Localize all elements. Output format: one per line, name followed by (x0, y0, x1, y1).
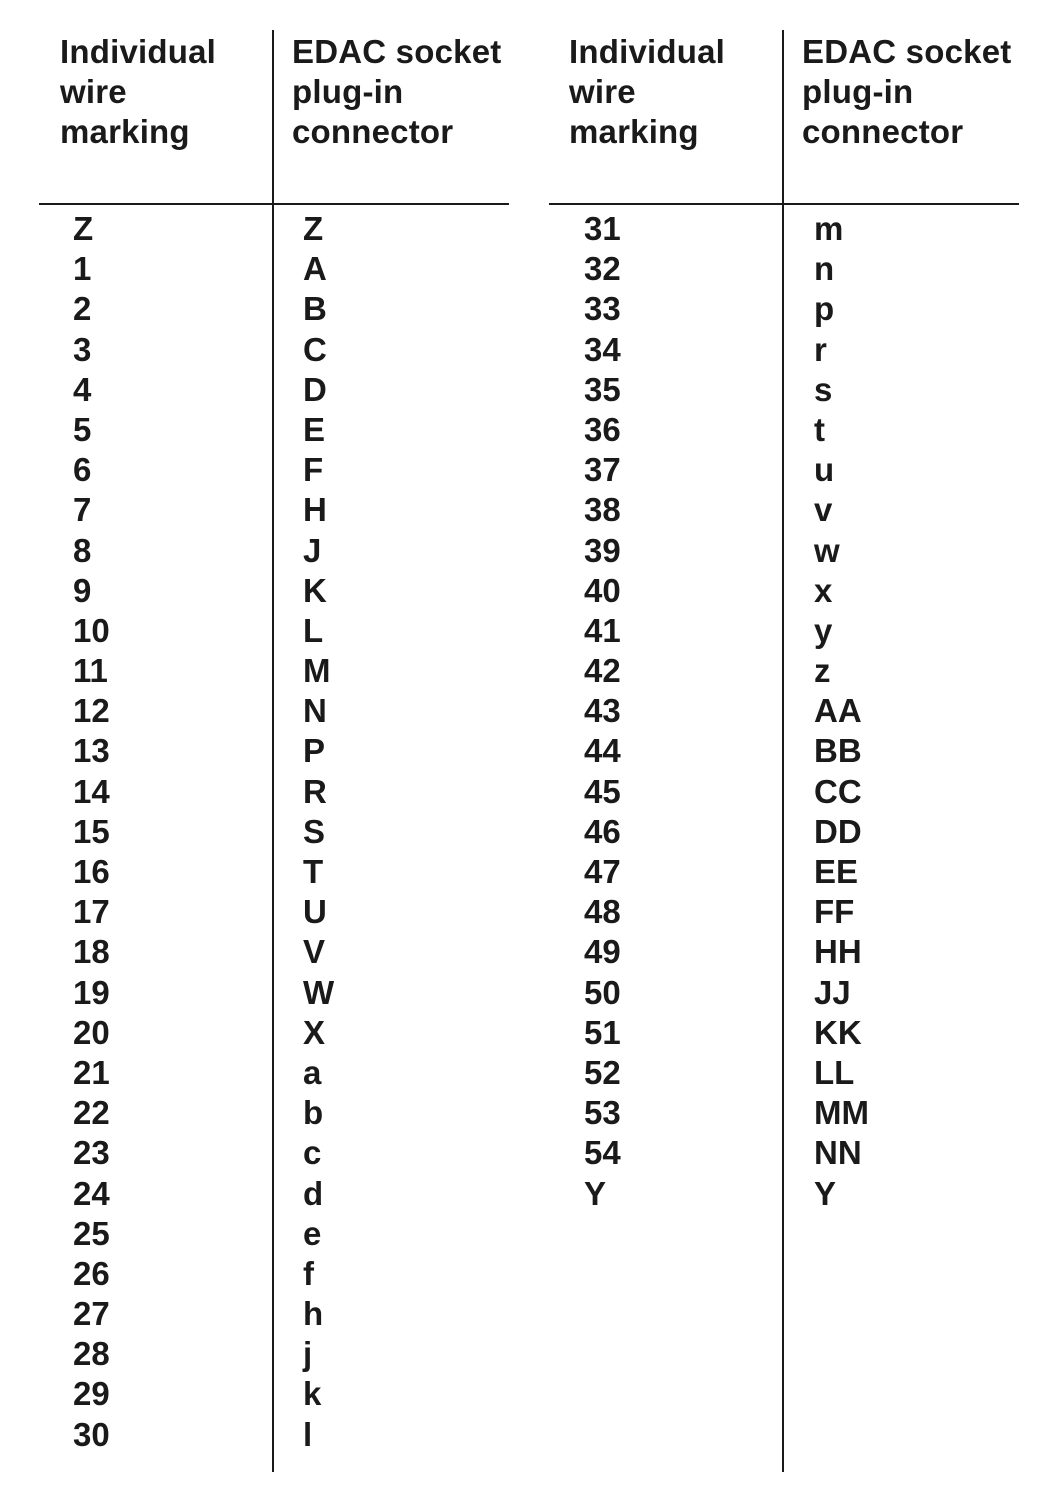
table-cell: M (303, 652, 331, 690)
table-cell: 21 (73, 1053, 110, 1091)
table-cell: NN (814, 1134, 862, 1172)
table-cell: Z (303, 210, 324, 247)
table-cell: 31 (584, 210, 621, 247)
table-cell: L (303, 611, 324, 649)
column-divider-right (782, 30, 784, 1472)
table-cell: 34 (584, 330, 621, 368)
table-cell: J (303, 531, 322, 569)
table-cell: H (303, 491, 327, 529)
table-cell: 10 (73, 611, 110, 649)
table-cell: Y (584, 1174, 607, 1212)
table-cell: 6 (73, 451, 92, 489)
table-cell: 36 (584, 410, 621, 448)
table-cell: 26 (73, 1254, 110, 1292)
socket-column-2 (814, 209, 869, 1214)
table-cell: 20 (73, 1013, 110, 1051)
table-cell: 1 (73, 250, 92, 288)
table-cell: 42 (584, 652, 621, 690)
table-cell: X (303, 1013, 326, 1051)
header-divider-right (549, 203, 1019, 205)
table-cell: 16 (73, 853, 110, 890)
table-cell: 46 (584, 812, 621, 850)
table-cell: 53 (584, 1094, 621, 1132)
table-cell: 4 (73, 370, 92, 408)
table-cell: 7 (73, 491, 92, 529)
table-cell: V (303, 933, 326, 971)
wire-marking-column-1 (73, 209, 110, 1455)
table-cell: 11 (73, 652, 108, 690)
table-cell: 35 (584, 370, 621, 408)
table-cell: Y (814, 1174, 837, 1212)
table-cell: 48 (584, 893, 621, 931)
table-cell: u (814, 451, 835, 489)
table-cell: LL (814, 1053, 855, 1091)
table-cell: B (303, 290, 327, 328)
table-cell: h (303, 1295, 324, 1333)
table-cell: F (303, 451, 324, 489)
table-cell: 30 (73, 1415, 110, 1453)
header-edac-socket-left: EDAC socket plug-in connector (292, 33, 502, 150)
table-cell: t (814, 410, 825, 448)
table-cell: 24 (73, 1174, 110, 1212)
table-cell: x (814, 571, 833, 609)
table-cell: S (303, 812, 326, 850)
table-cell: P (303, 732, 326, 770)
table-cell: 5 (73, 410, 92, 448)
table-cell: e (303, 1214, 322, 1252)
table-cell: 39 (584, 531, 621, 569)
table-cell: m (814, 210, 844, 247)
table-cell: 15 (73, 812, 110, 850)
table-cell: JJ (814, 973, 851, 1011)
table-cell: DD (814, 812, 862, 850)
table-cell: 33 (584, 290, 621, 328)
table-cell: 44 (584, 732, 621, 770)
table-cell: FF (814, 893, 855, 931)
header-wire-marking-left: Individual wire marking (60, 33, 217, 150)
table-cell: D (303, 370, 327, 408)
table-cell: 2 (73, 290, 92, 328)
table-cell: 14 (73, 772, 110, 810)
table-cell: 23 (73, 1134, 110, 1172)
table-cell: KK (814, 1013, 862, 1051)
table-cell: l (303, 1415, 313, 1453)
table-cell: MM (814, 1094, 869, 1132)
table-cell: j (303, 1335, 313, 1373)
header-divider-left (39, 203, 509, 205)
table-cell: 52 (584, 1053, 621, 1091)
table-cell: 8 (73, 531, 92, 569)
header-edac-socket-right: EDAC socket plug-in connector (802, 33, 1012, 150)
table-cell: 17 (73, 893, 110, 931)
table-cell: 38 (584, 491, 621, 529)
table-cell: 49 (584, 933, 621, 971)
table-cell: b (303, 1094, 324, 1132)
table-cell: 45 (584, 772, 621, 810)
table-cell: d (303, 1174, 324, 1212)
table-cell: U (303, 893, 327, 931)
table-cell: 22 (73, 1094, 110, 1132)
header-wire-marking-right: Individual wire marking (569, 33, 726, 150)
table-cell: A (303, 250, 327, 288)
table-cell: 3 (73, 330, 92, 368)
table-cell: C (303, 330, 327, 368)
table-cell: AA (814, 692, 862, 730)
table-cell: z (814, 652, 831, 690)
wire-marking-column-2 (584, 209, 621, 1214)
table-cell: s (814, 370, 833, 408)
table-cell: 19 (73, 973, 110, 1011)
table-cell: k (303, 1375, 322, 1413)
table-cell: 12 (73, 692, 110, 730)
table-cell: c (303, 1134, 322, 1172)
table-cell: 13 (73, 732, 110, 770)
table-cell: HH (814, 933, 862, 971)
table-cell: 50 (584, 973, 621, 1011)
table-cell: y (814, 611, 833, 649)
table-cell: 41 (584, 611, 621, 649)
table-cell: 29 (73, 1375, 110, 1413)
table-cell: 43 (584, 692, 621, 730)
table-cell: R (303, 772, 327, 810)
table-cell: K (303, 571, 327, 609)
table-cell: 37 (584, 451, 621, 489)
table-cell: w (814, 531, 840, 569)
table-cell: W (303, 973, 335, 1011)
table-cell: r (814, 330, 827, 368)
table-cell: 47 (584, 853, 621, 890)
column-divider-left (272, 30, 274, 1472)
table-cell: f (303, 1254, 314, 1292)
table-cell: 51 (584, 1013, 621, 1051)
table-cell: 9 (73, 571, 92, 609)
table-cell: EE (814, 853, 859, 890)
socket-column-1 (303, 209, 334, 1455)
table-cell: 28 (73, 1335, 110, 1373)
table-cell: N (303, 692, 327, 730)
table-cell: 18 (73, 933, 110, 971)
table-cell: 32 (584, 250, 621, 288)
table-cell: 40 (584, 571, 621, 609)
table-cell: T (303, 853, 324, 890)
table-cell: v (814, 491, 833, 529)
table-cell: CC (814, 772, 862, 810)
table-cell: E (303, 410, 326, 448)
table-cell: Z (73, 210, 94, 247)
table-cell: BB (814, 732, 862, 770)
table-cell: n (814, 250, 835, 288)
table-cell: a (303, 1053, 322, 1091)
table-cell: 54 (584, 1134, 621, 1172)
table-cell: 27 (73, 1295, 110, 1333)
table-cell: p (814, 290, 835, 328)
table-cell: 25 (73, 1214, 110, 1252)
